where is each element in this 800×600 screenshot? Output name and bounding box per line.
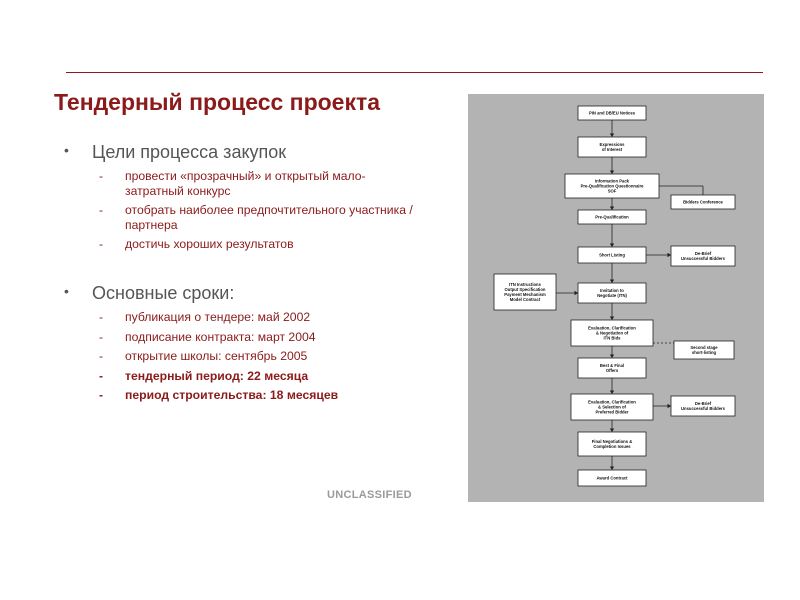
goals-heading: • Цели процесса закупок: [60, 142, 460, 163]
list-item: - провести «прозрачный» и открытый мало-затратный конкурс: [125, 169, 415, 198]
flow-box-label: Unsuccessful Bidders: [681, 256, 725, 261]
flow-box-award: [578, 470, 646, 486]
timeline-heading: • Основные сроки:: [60, 283, 460, 304]
list-item: - открытие школы: сентябрь 2005: [125, 349, 415, 364]
flow-box-label: De-Brief: [694, 251, 712, 256]
flow-box-label: Bidders Conference: [683, 199, 723, 205]
arrow-head: [610, 429, 614, 433]
flow-box-eval2: [571, 394, 653, 420]
list-item: - тендерный период: 22 месяца: [125, 369, 415, 384]
goals-list: [125, 169, 415, 252]
flow-box-label: & Selection of: [598, 404, 626, 410]
classification-stamp: UNCLASSIFIED: [327, 489, 412, 501]
arrow-head: [575, 291, 579, 295]
list-item: - период строительства: 18 месяцев: [125, 388, 415, 403]
flow-box-label: ITN Bids: [603, 335, 621, 341]
flow-box-label: Output Specification: [504, 287, 546, 292]
flow-box-label: Expressions: [599, 142, 625, 147]
flow-box-label: Information Pack: [595, 178, 629, 184]
flow-box-eoi: [578, 137, 646, 157]
flow-box-label: Second stage: [690, 345, 718, 350]
list-item: - отобрать наиболее предпочтительного участника / партнера: [125, 203, 415, 232]
arrow-head: [610, 467, 614, 471]
list-item: - публикация о тендере: май 2002: [125, 310, 415, 325]
flow-box-label: of Interest: [601, 147, 623, 152]
flow-box-itnin: [494, 274, 556, 310]
timeline-list: [125, 310, 415, 403]
flow-box-label: PIN and DB/EU Notices: [588, 110, 636, 116]
flow-box-info: [565, 174, 659, 198]
flow-box-label: Evaluation, Clarification: [588, 399, 636, 405]
flow-box-final: [578, 432, 646, 456]
flow-box-label: De-Brief: [694, 401, 712, 406]
flow-box-bafo: [578, 358, 646, 378]
flow-box-label: Pre-Qualification: [595, 214, 629, 220]
slide-content: [60, 142, 460, 408]
flow-box-label: short-listing: [691, 350, 717, 355]
flow-box-label: Preferred Bidder: [595, 409, 629, 415]
flow-box-label: Award Contract: [596, 475, 628, 481]
flow-box-label: Payment Mechanism: [504, 292, 546, 297]
flow-box-label: Best & Final: [599, 363, 625, 368]
arrow-head: [610, 317, 614, 321]
flow-box-label: Model Contract: [509, 297, 541, 302]
flow-box-label: Negotiate (ITN): [597, 293, 627, 298]
slide-title: Тендерный процесс проекта: [54, 89, 381, 115]
flow-box-label: SOF: [607, 188, 617, 194]
arrow-head: [668, 404, 672, 408]
flow-box-eval1: [571, 320, 653, 346]
flow-box-label: Short Listing: [599, 252, 625, 258]
arrow-head: [610, 355, 614, 359]
flow-box-conf: [671, 195, 735, 209]
flow-box-label: Evaluation, Clarification: [588, 325, 636, 331]
flow-box-label: Offers: [605, 368, 619, 373]
arrow-head: [610, 171, 614, 175]
flow-box-label: Final Negotiations &: [591, 439, 633, 444]
arrow-head: [610, 134, 614, 138]
flow-box-deb1: [671, 246, 735, 266]
title-rule: [66, 72, 763, 73]
list-item: - достичь хороших результатов: [125, 237, 415, 252]
flow-box-label: & Negotiation of: [595, 330, 629, 336]
arrow-head: [610, 391, 614, 395]
flow-box-shortlist: [578, 247, 646, 263]
flow-box-label: Completion Issues: [593, 444, 631, 449]
arrow-head: [668, 253, 672, 257]
arrow-head: [610, 280, 614, 284]
arrow-head: [610, 207, 614, 211]
flow-box-label: Pre-Qualification Questionnaire: [580, 183, 644, 189]
list-item: - подписание контракта: март 2004: [125, 330, 415, 345]
flow-box-itn: [578, 283, 646, 303]
flow-box-second: [674, 341, 734, 359]
flowchart-svg: [468, 94, 764, 502]
flow-box-pin: [578, 106, 646, 120]
flow-box-label: Invitation to: [600, 288, 624, 293]
flow-box-label: ITN Instructions: [509, 282, 541, 287]
flow-box-label: Unsuccessful Bidders: [681, 406, 725, 411]
arrow-head: [610, 244, 614, 248]
flow-box-prequal: [578, 210, 646, 224]
flow-box-deb2: [671, 396, 735, 416]
process-flowchart: [468, 94, 764, 502]
